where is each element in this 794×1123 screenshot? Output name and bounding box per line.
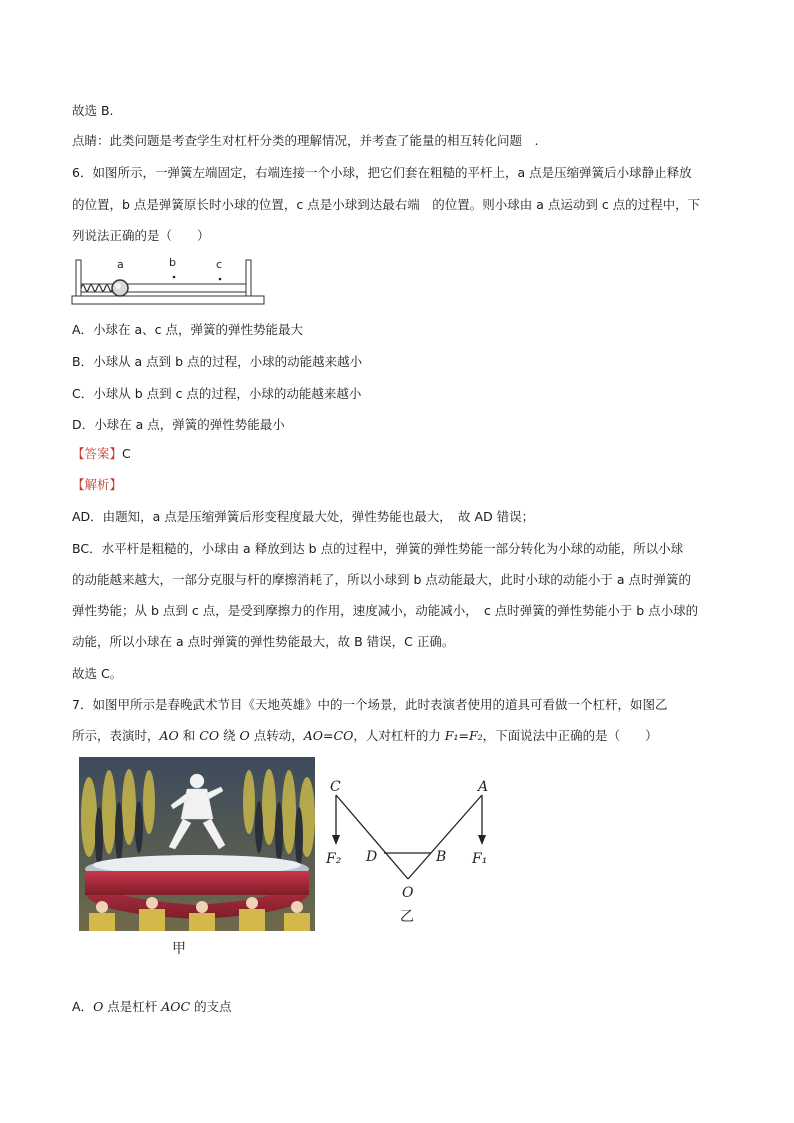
point-b <box>173 276 176 279</box>
conclusion-line-prev: 故选 B. <box>72 103 114 118</box>
label-O: O <box>402 885 414 901</box>
point-c <box>219 278 222 281</box>
label-F1: F₁ <box>472 851 488 867</box>
question-6-line-3: 列说法正确的是（ ） <box>72 228 210 243</box>
analysis-bc-3: 弹性势能；从 b 点到 c 点，是受到摩擦力的作用，速度减小，动能减小， c 点时弹簧的弹性势能小于 b 点小球的 <box>72 603 699 618</box>
option-6-b: B．小球从 a 点到 b 点的过程，小球的动能越来越小 <box>72 354 363 369</box>
base-plate <box>72 296 264 304</box>
answer-line <box>72 446 131 462</box>
analysis-bc-2: 的动能越来越大，一部分克服与杆的摩擦消耗了，所以小球到 b 点动能最大，此时小球的动能小于 a 点时弹簧的 <box>72 572 691 587</box>
lever-diagram <box>320 775 500 925</box>
photo-caption-jia: 甲 <box>172 941 186 957</box>
label-B: B <box>436 849 447 865</box>
analysis-tag: 【解析】 <box>72 477 123 492</box>
answer-tag: 【答案】 <box>72 446 123 461</box>
option-7-a: A．O 点是杠杆 AOC 的支点 <box>72 999 232 1014</box>
label-A: A <box>478 779 489 795</box>
analysis-bc-4: 动能，所以小球在 a 点时弹簧的弹性势能最大，故 B 错误，C 正确。 <box>72 634 455 649</box>
ball-highlight <box>115 283 121 289</box>
label-F2: F₂ <box>326 851 342 867</box>
label-D: D <box>366 849 378 865</box>
label-a: a <box>117 258 124 271</box>
caption-yi: 乙 <box>400 909 414 925</box>
analysis-ad: AD．由题知，a 点是压缩弹簧后形变程度最大处，弹性势能也最大， 故 AD 错误； <box>72 509 535 524</box>
option-6-c: C．小球从 b 点到 c 点的过程，小球的动能越来越小 <box>72 386 362 401</box>
label-c: c <box>216 258 223 271</box>
spring-ball-figure <box>68 252 268 308</box>
question-7-line-2: 所示，表演时，AO 和 CO 绕 O 点转动，AO=CO，人对杠杆的力 F₁=F₂，下面说法中正确的是（ ） <box>72 728 658 743</box>
label-b: b <box>169 256 176 269</box>
hint-line: 点睛：此类问题是考查学生对杠杆分类的理解情况，并考查了能量的相互转化问题 . <box>72 133 539 148</box>
analysis-bc-1: BC．水平杆是粗糙的，小球由 a 释放到达 b 点的过程中，弹簧的弹性势能一部分转化为小球的动能，所以小球 <box>72 541 684 556</box>
left-wall <box>76 260 81 296</box>
performance-photo <box>79 757 315 931</box>
right-wall <box>246 260 251 296</box>
analysis-conclusion: 故选 C。 <box>72 666 123 681</box>
question-7-line-1: 7．如图甲所示是春晚武术节目《天地英雄》中的一个场景，此时表演者使用的道具可看做一个杠杆，如图乙 <box>72 697 668 712</box>
answer-value: C <box>122 446 131 461</box>
label-C: C <box>330 779 341 795</box>
option-6-d: D．小球在 a 点，弹簧的弹性势能最小 <box>72 417 285 432</box>
option-6-a: A．小球在 a、c 点，弹簧的弹性势能最大 <box>72 322 304 337</box>
question-6-line-1: 6．如图所示，一弹簧左端固定，右端连接一个小球，把它们套在粗糙的平杆上，a 点是压缩弹簧后小球静止释放 <box>72 165 692 180</box>
question-6-line-2: 的位置，b 点是弹簧原长时小球的位置，c 点是小球到达最右端 的位置。则小球由 a 点运动到 c 点的过程中，下 <box>72 197 701 212</box>
